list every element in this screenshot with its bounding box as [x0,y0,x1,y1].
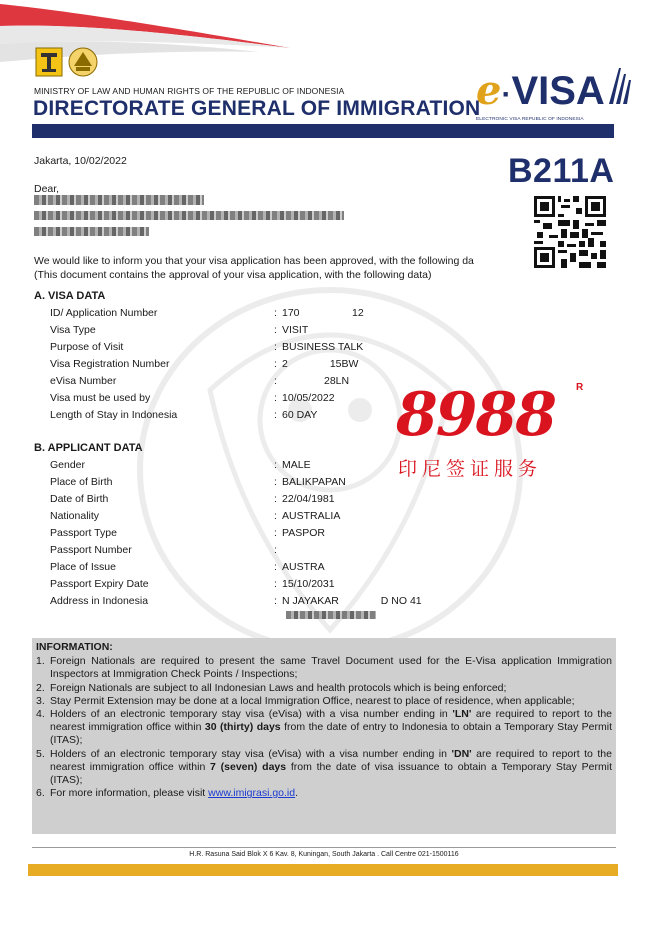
visa-data-colon: : [274,392,277,404]
visa-data-value: VISIT [282,324,309,336]
evisa-logo [476,68,633,122]
applicant-data-row [50,493,335,507]
visa-data-colon: : [274,375,277,387]
visa-data-colon: : [274,409,277,421]
evisa-logo-dot: · [501,78,512,111]
intro-text [34,254,534,282]
imigrasi-website-link[interactable]: www.imigrasi.go.id [208,787,296,800]
applicant-data-colon: : [274,476,277,488]
intro-line-1: We would like to inform you that your visa application has been approved, with the following da [34,255,474,267]
applicant-data-colon: : [274,561,277,573]
visa-data-label: Visa Type [50,324,96,336]
visa-data-colon: : [274,358,277,370]
evisa-logo-e: e [476,67,502,114]
applicant-data-value: PASPOR [282,527,325,539]
applicant-data-colon: : [274,459,277,471]
evisa-tagline: ELECTRONIC VISA REPUBLIC OF INDONESIA [476,117,584,122]
applicant-data-label: Nationality [50,510,100,522]
info-item: 2. Foreign Nationals are subject to all Indonesian Laws and health protocols which is being enforced; [36,681,507,694]
applicant-data-value: 22/04/1981 [282,493,335,505]
applicant-data-label: Passport Number [50,544,132,556]
visa-data-label: Purpose of Visit [50,341,124,353]
applicant-data-colon: : [274,510,277,522]
applicant-data-row [50,476,346,490]
visa-data-value: BUSINESS TALK [282,341,364,353]
redacted-name [34,195,204,205]
visa-data-row [50,324,308,338]
applicant-data-row [50,561,325,575]
applicant-data-colon: : [274,578,277,590]
applicant-data-row [50,544,282,558]
information-list [36,655,612,800]
visa-data-row [50,375,349,389]
visa-data-title: A. VISA DATA [34,290,106,302]
applicant-data-row [50,595,422,609]
applicant-data-label: Passport Type [50,527,117,539]
applicant-data-colon: : [274,493,277,505]
redacted-address-line-2b [286,611,376,619]
visa-data-value: 28LN [282,375,350,387]
info-item: 4. Holders of an electronic temporary stay visa (eVisa) with a visa number ending in 'LN' are required to report to the nearest immigration office within 30 (thirty) days from the date of entry to Indonesia to obtain a Temporary Stay Permit (ITAS); [36,708,612,747]
visa-data-label: Visa must be used by [50,392,151,404]
qr-code [534,196,606,268]
info-item: 3. Stay Permit Extension may be done at a local Immigration Office, nearest to place of residence, when applicable; [36,694,575,707]
footer-address: H.R. Rasuna Said Blok X 6 Kav. 8, Kuningan, South Jakarta . Call Centre 021-1500116 [189,851,459,858]
applicant-data-label: Address in Indonesia [50,595,149,607]
visa-data-row [50,409,317,423]
redacted-address-line-1 [34,211,344,220]
visa-data-colon: : [274,307,277,319]
ministry-logo [34,46,64,78]
directorate-title: DIRECTORATE GENERAL OF IMMIGRATION [33,97,481,120]
stamp-r-mark: R [576,382,584,393]
visa-data-colon: : [274,324,277,336]
visa-data-value: 2 15BW [282,358,359,370]
visa-data-colon: : [274,341,277,353]
applicant-data-row [50,510,340,524]
visa-data-row [50,341,363,355]
information-box [32,638,616,834]
immigration-logo [68,46,98,78]
footer-divider [32,847,616,848]
applicant-data-value: 15/10/2031 [282,578,335,590]
applicant-data-label: Place of Issue [50,561,116,573]
visa-data-label: Visa Registration Number [50,358,170,370]
applicant-data-label: Gender [50,459,86,471]
info-item: 1. Foreign Nationals are required to present the same Travel Document used for the E-Visa application Immigration Inspectors at Immigration Check Points / Inspections; [36,655,612,681]
info-item: 6. For more information, please visit www.imigrasi.go.id. [36,787,299,800]
stamp-number: 8988 [396,380,555,450]
visa-data-label: ID/ Application Number [50,307,158,319]
applicant-data-value: AUSTRA [282,561,325,573]
ministry-name: MINISTRY OF LAW AND HUMAN RIGHTS OF THE REPUBLIC OF INDONESIA [34,86,345,96]
information-title: INFORMATION: [36,641,113,653]
visa-data-value: 60 DAY [282,409,318,421]
applicant-data-colon: : [274,527,277,539]
intro-line-2: (This document contains the approval of your visa application, with the following data) [34,269,432,281]
info-item: 5. Holders of an electronic temporary stay visa (eVisa) with a visa number ending in 'DN' are required to report to the nearest immigration office within 7 (seven) days from the date of visa issuance to obtain a Temporary Stay Permit (ITAS); [36,747,612,787]
stamp-chinese-text: 印尼签证服务 [398,459,543,480]
applicant-data-label: Place of Birth [50,476,113,488]
applicant-data-colon: : [274,544,277,556]
government-logos [34,46,98,78]
header-bar [32,124,614,138]
applicant-data-label: Passport Expiry Date [50,578,149,590]
applicant-data-label: Date of Birth [50,493,109,505]
redacted-address-line-2 [34,227,149,236]
applicant-data-title: B. APPLICANT DATA [34,442,143,454]
applicant-data-value: MALE [282,459,311,471]
visa-data-label: eVisa Number [50,375,117,387]
visa-data-row [50,358,358,372]
evisa-logo-visa: VISA [511,69,605,113]
visa-data-value: 10/05/2022 [282,392,335,404]
visa-data-row [50,392,335,406]
applicant-data-row [50,578,335,592]
applicant-data-row [50,527,325,541]
visa-code: B211A [508,152,615,190]
evisa-stripes-icon [607,68,633,104]
applicant-data-value: AUSTRALIA [282,510,341,522]
visa-data-label: Length of Stay in Indonesia [50,409,178,421]
visa-data-value: 170 12 [282,307,364,319]
salutation: Dear, [34,183,60,195]
issue-date: Jakarta, 10/02/2022 [34,155,127,167]
footer-bar [28,864,618,876]
applicant-data-value: BALIKPAPAN [282,476,346,488]
applicant-data-value: N JAYAKAR D NO 41 [282,595,422,607]
applicant-data-row [50,459,311,473]
applicant-data-colon: : [274,595,277,607]
visa-data-row [50,307,364,321]
